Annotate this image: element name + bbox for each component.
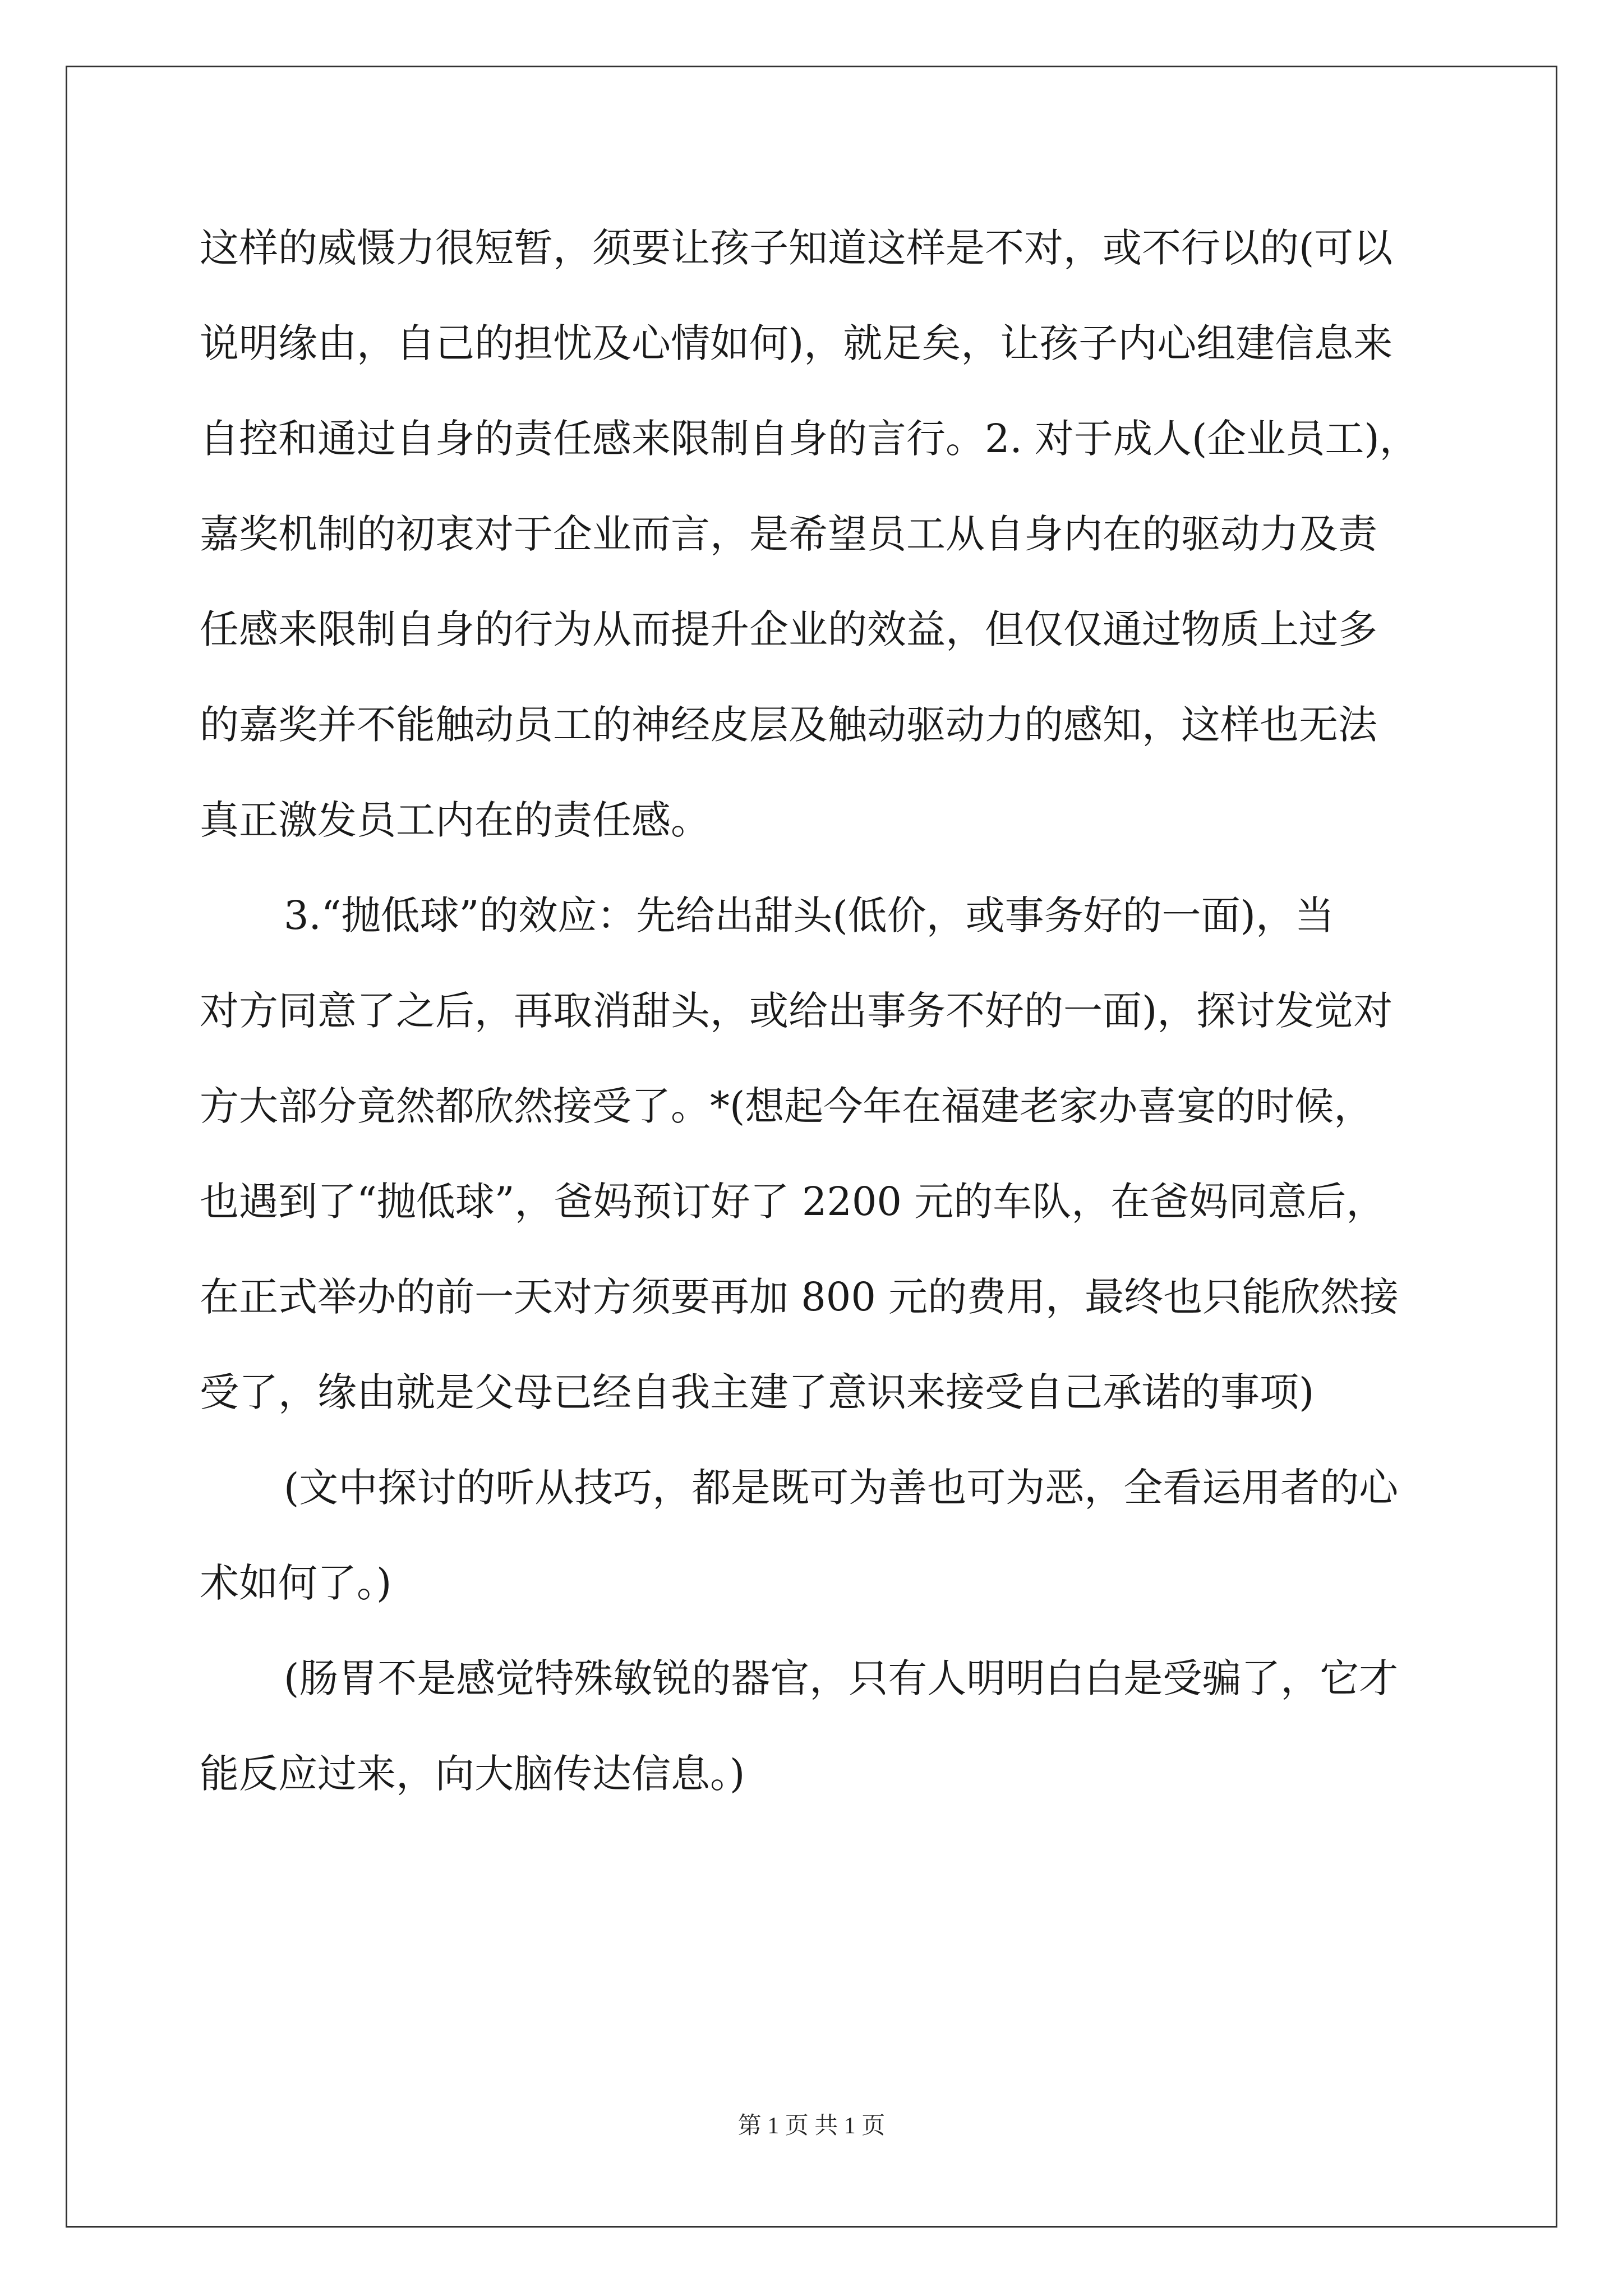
text-line: 方大部分竟然都欣然接受了。*(想起今年在福建老家办喜宴的时候， <box>200 1083 1373 1129</box>
text-line: 能反应过来，向大脑传达信息。) <box>200 1751 745 1797</box>
text-line: 嘉奖机制的初衷对于企业而言，是希望员工从自身内在的驱动力及责 <box>200 511 1377 557</box>
text-line: 这样的威慑力很短暂，须要让孩子知道这样是不对，或不行以的(可以 <box>200 225 1393 271</box>
text-line: 的嘉奖并不能触动员工的神经皮层及触动驱动力的感知，这样也无法 <box>200 702 1377 748</box>
text-line: 术如何了。) <box>200 1560 392 1606</box>
text-line: 任感来限制自身的行为从而提升企业的效益，但仅仅通过物质上过多 <box>200 606 1377 652</box>
text-line: 说明缘由，自己的担忧及心情如何)，就足矣，让孩子内心组建信息来 <box>200 320 1393 366</box>
text-line: 也遇到了“抛低球”，爸妈预订好了 2200 元的车队，在爸妈同意后， <box>200 1179 1386 1225</box>
text-line: 受了，缘由就是父母已经自我主建了意识来接受自己承诺的事项) <box>200 1369 1315 1415</box>
text-line: 对方同意了之后，再取消甜头，或给出事务不好的一面)，探讨发觉对 <box>200 988 1393 1034</box>
text-line: 在正式举办的前一天对方须要再加 800 元的费用，最终也只能欣然接 <box>200 1274 1399 1320</box>
page-footer: 第 1 页 共 1 页 <box>737 2113 886 2139</box>
page-border <box>66 66 1557 2228</box>
text-line: (肠胃不是感觉特殊敏锐的器官，只有人明明白白是受骗了，它才 <box>284 1655 1399 1701</box>
text-line: 自控和通过自身的责任感来限制自身的言行。2. 对于成人(企业员工)， <box>200 416 1419 462</box>
text-line: 真正激发员工内在的责任感。 <box>200 797 710 843</box>
text-line: 3.“抛低球”的效应：先给出甜头(低价，或事务好的一面)，当 <box>284 892 1334 938</box>
text-line: (文中探讨的听从技巧，都是既可为善也可为恶，全看运用者的心 <box>284 1465 1399 1511</box>
